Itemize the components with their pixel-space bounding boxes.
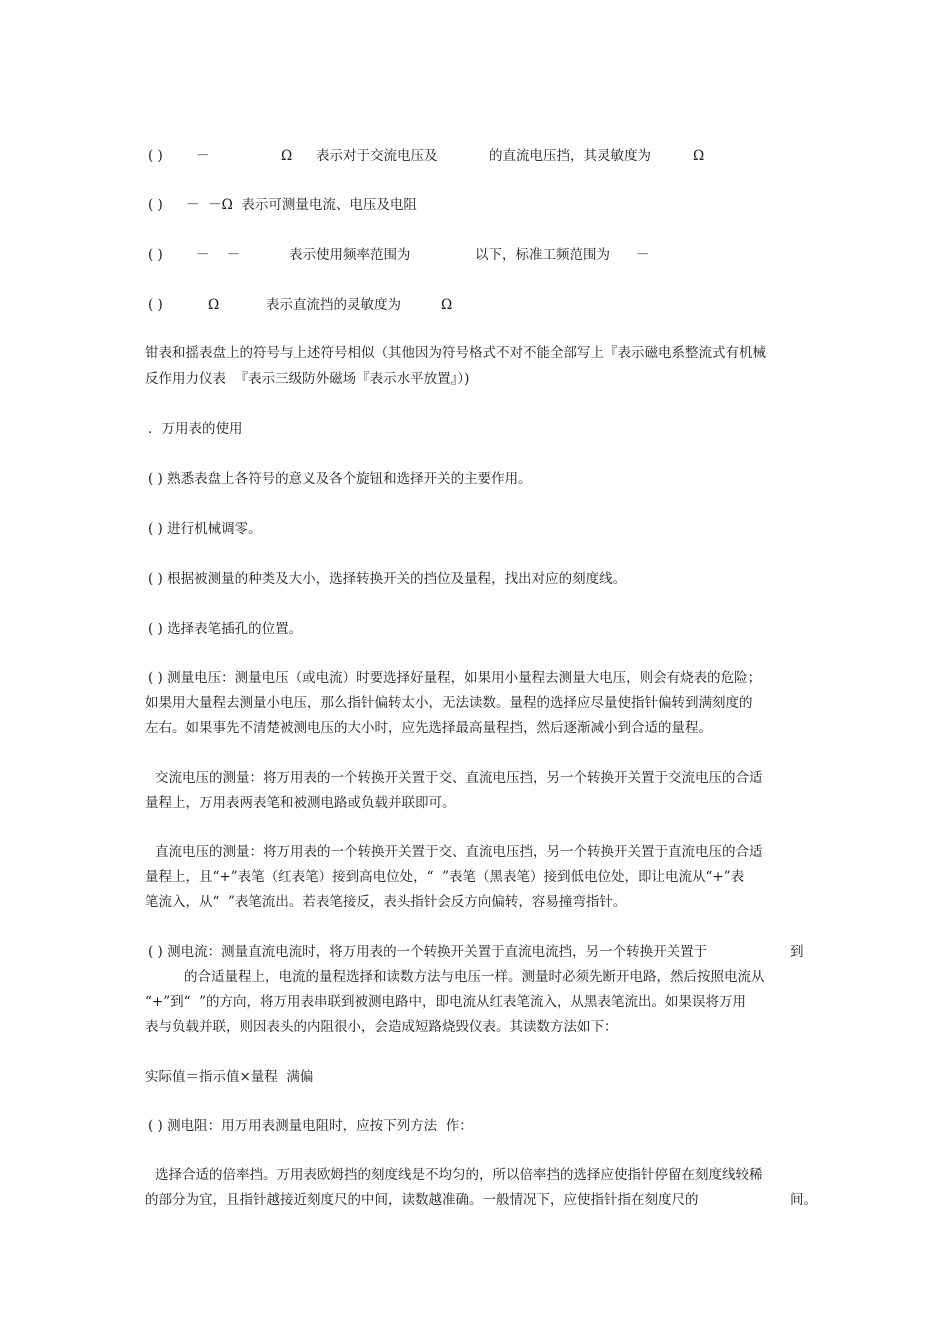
ac-voltage-line-2: 量程上，万用表两表笔和被测电路或负载并联即可。 <box>145 795 456 811</box>
symbol-line-4-omega-2: Ω <box>441 297 453 313</box>
symbol-line-4-paren: ( ) <box>148 297 163 313</box>
symbol-line-3-text-b: 以下，标准工频范围为 <box>475 247 610 263</box>
current-line-4: 表与负载并联，则因表头的内阻很小，会造成短路烧毁仪表。其读数方法如下： <box>145 1019 618 1035</box>
symbol-line-1-text-b: 的直流电压挡，其灵敏度为 <box>489 148 651 164</box>
symbol-line-1-paren: ( ) <box>148 148 163 164</box>
formula: 实际值＝指示值×量程 满偏 <box>145 1069 314 1085</box>
current-line-1-end: 到 <box>790 944 804 960</box>
symbol-line-2-text: － －Ω 表示可测量电流、电压及电阻 <box>186 197 417 213</box>
resistance-line-1: 选择合适的倍率挡。万用表欧姆挡的刻度线是不均匀的，所以倍率挡的选择应使指针停留在刻度线较稀 <box>155 1167 763 1183</box>
symbol-line-3-dash-2: － <box>636 247 650 263</box>
dc-voltage-line-1: 直流电压的测量：将万用表的一个转换开关置于交、直流电压挡，另一个转换开关置于直流电压的合适 <box>155 844 763 860</box>
current-line-3: “+”到“ ”的方向，将万用表串联到被测电路中，即电流从红表笔流入，从黑表笔流出。如果误将万用 <box>145 994 746 1010</box>
symbol-line-3-text-a: 表示使用频率范围为 <box>289 247 411 263</box>
step-5-line-3: 左右。如果事先不清楚被测电压的大小时，应先选择最高量程挡，然后逐渐减小到合适的量程。 <box>145 720 712 736</box>
symbol-line-3-paren: ( ) <box>148 247 163 263</box>
note-line-1: 钳表和摇表盘上的符号与上述符号相似（其他因为符号格式不对不能全部写上『表示磁电系整流式有机械 <box>145 345 766 361</box>
ac-voltage-line-1: 交流电压的测量：将万用表的一个转换开关置于交、直流电压挡，另一个转换开关置于交流电压的合适 <box>155 770 763 786</box>
step-5-line-2: 如果用大量程去测量小电压，那么指针偏转太小，无法读数。量程的选择应尽量使指针偏转到满刻度的 <box>145 695 753 711</box>
symbol-line-2-paren: ( ) <box>148 197 163 213</box>
step-3: ( ) 根据被测量的种类及大小，选择转换开关的挡位及量程，找出对应的刻度线。 <box>148 571 627 587</box>
step-4: ( ) 选择表笔插孔的位置。 <box>148 621 303 637</box>
current-line-1: ( ) 测电流：测量直流电流时，将万用表的一个转换开关置于直流电流挡，另一个转换开关置于 <box>148 944 708 960</box>
step-1: ( ) 熟悉表盘上各符号的意义及各个旋钮和选择开关的主要作用。 <box>148 471 532 487</box>
symbol-line-4-omega: Ω <box>208 297 220 313</box>
dc-voltage-line-2: 量程上，且“+”表笔（红表笔）接到高电位处，“ ”表笔（黑表笔）接到低电位处，即让电流从“+”表 <box>145 869 745 885</box>
symbol-line-1-text-a: 表示对于交流电压及 <box>316 148 438 164</box>
current-line-2: 的合适量程上，电流的量程选择和读数方法与电压一样。测量时必须先断开电路，然后按照电流从 <box>184 969 765 985</box>
step-2: ( ) 进行机械调零。 <box>148 521 262 537</box>
resistance-title: ( ) 测电阻：用万用表测量电阻时，应按下列方法 作： <box>148 1118 473 1134</box>
resistance-line-2: 的部分为宜，且指针越接近刻度尺的中间，读数越准确。一般情况下，应使指针指在刻度尺的 <box>145 1192 699 1208</box>
note-line-2: 反作用力仪表 『表示三级防外磁场『表示水平放置』）) <box>145 371 470 387</box>
symbol-line-4-text: 表示直流挡的灵敏度为 <box>266 297 401 313</box>
resistance-line-2-end: 间。 <box>790 1192 817 1208</box>
step-5-line-1: ( ) 测量电压：测量电压（或电流）时要选择好量程，如果用小量程去测量大电压，则会有烧表的危险； <box>148 670 762 686</box>
symbol-line-3-dash: － － <box>196 247 241 263</box>
section-title: ．万用表的使用 <box>148 421 243 437</box>
symbol-line-1-omega-2: Ω <box>693 148 705 164</box>
symbol-line-1-dash: － <box>196 148 210 164</box>
dc-voltage-line-3: 笔流入，从“ ”表笔流出。若表笔接反，表头指针会反方向偏转，容易撞弯指针。 <box>145 894 627 910</box>
symbol-line-1-omega: Ω <box>281 148 293 164</box>
